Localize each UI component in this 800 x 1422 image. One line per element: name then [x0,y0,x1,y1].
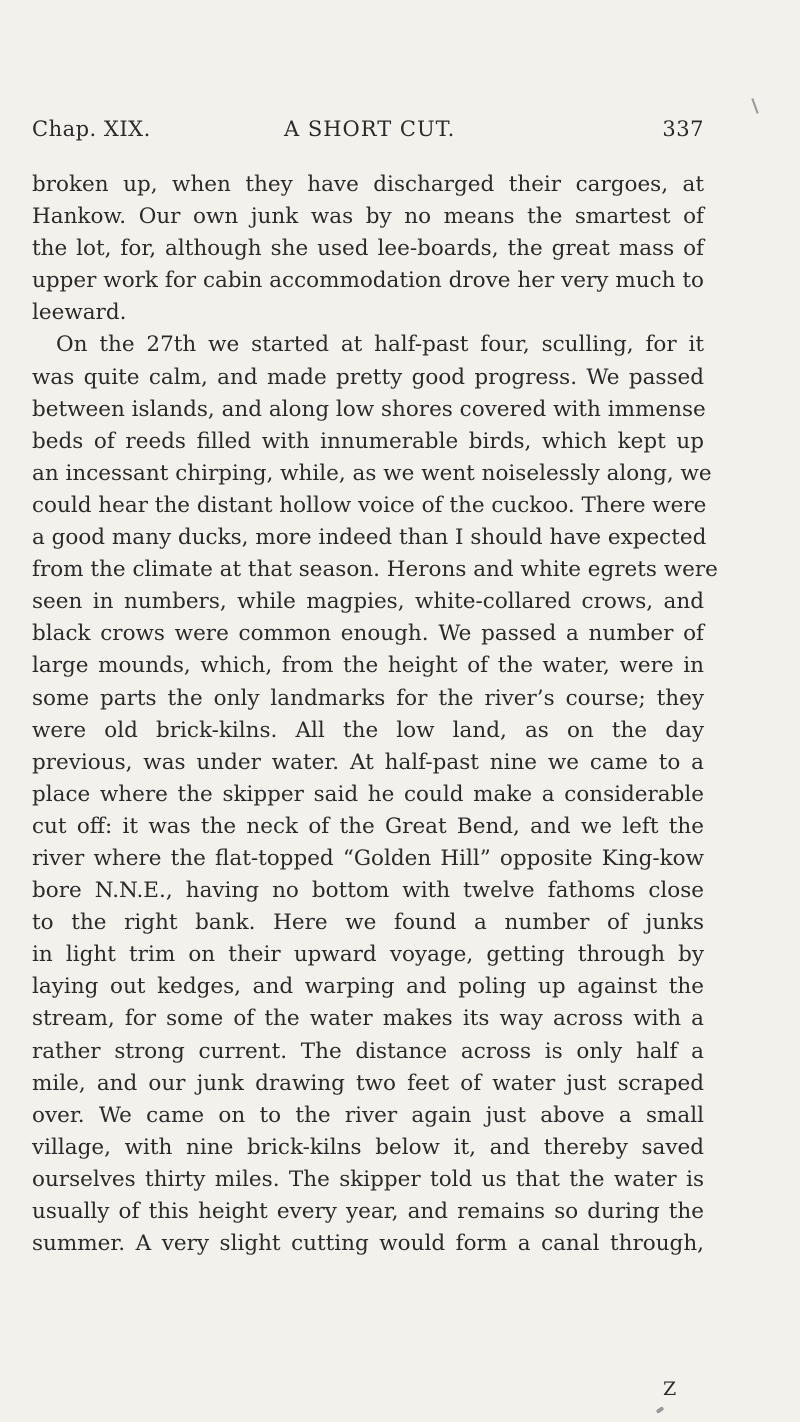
body-text [32,169,718,1260]
text-line: large mounds, which, from the height of the water, were in [32,653,704,679]
text-line: between islands, and along low shores covered with immense [32,396,706,422]
text-line: stream, for some of the water makes its way across with a [32,1006,704,1032]
text-line: beds of reeds filled with innumerable birds, which kept up [32,428,704,454]
text-line: ourselves thirty miles. The skipper told us that the water is [32,1166,704,1192]
text-line: usually of this height every year, and remains so during the [32,1199,704,1224]
text-line: mile, and our junk drawing two feet of water just scraped [32,1070,704,1096]
ink-speck [656,1406,665,1414]
text-line: a good many ducks, more indeed than I should have expected [32,525,707,551]
text-line: over. We came on to the river again just above a small [32,1102,704,1128]
text-line: cut off: it was the neck of the Great Bend, and we left the [32,813,704,839]
text-line: laying out kedges, and warping and poling up against the [32,974,704,1000]
signature-mark: Z [663,1378,678,1400]
text-line: village, with nine brick-kilns below it, and thereby saved [32,1134,704,1160]
text-line: leeward. [32,300,127,326]
text-line: summer. A very slight cutting would form a canal through, [32,1231,704,1257]
text-line: seen in numbers, while magpies, white-collared crows, and [32,589,704,615]
chapter-label: Chap. XIX. [32,117,151,141]
text-line: the lot, for, although she used lee-boards, the great mass of [32,236,704,262]
chapter-title: A SHORT CUT. [284,117,456,141]
text-line: broken up, when they have discharged their cargoes, at [32,172,704,197]
text-line: could hear the distant hollow voice of the cuckoo. There were [32,492,707,518]
page-number: 337 [662,117,704,141]
text-line: was quite calm, and made pretty good progress. We passed [32,364,704,390]
running-head [32,117,704,147]
text-line: previous, was under water. At half-past nine we came to a [32,749,704,775]
text-line: black crows were common enough. We passed a number of [32,621,704,647]
text-line: some parts the only landmarks for the river’s course; they [32,685,704,711]
text-line: rather strong current. The distance across is only half a [32,1038,704,1064]
text-line: were old brick-kilns. All the low land, as on the day [32,717,704,743]
text-line: in light trim on their upward voyage, getting through by [32,942,704,968]
text-line: Hankow. Our own junk was by no means the smartest of [32,204,704,230]
text-line: On the 27th we started at half-past four, sculling, for it [56,332,704,358]
text-line: bore N.N.E., having no bottom with twelve fathoms close [32,878,704,904]
text-line: upper work for cabin accommodation drove her very much to [32,268,704,294]
text-line: place where the skipper said he could make a considerable [32,781,704,807]
page-mark [751,98,758,114]
text-line: river where the flat-topped “Golden Hill” opposite King-kow [32,845,704,871]
text-line: an incessant chirping, while, as we went noiselessly along, we [32,460,712,486]
text-line: to the right bank. Here we found a number of junks [32,910,704,936]
text-line: from the climate at that season. Herons and white egrets were [32,557,718,583]
